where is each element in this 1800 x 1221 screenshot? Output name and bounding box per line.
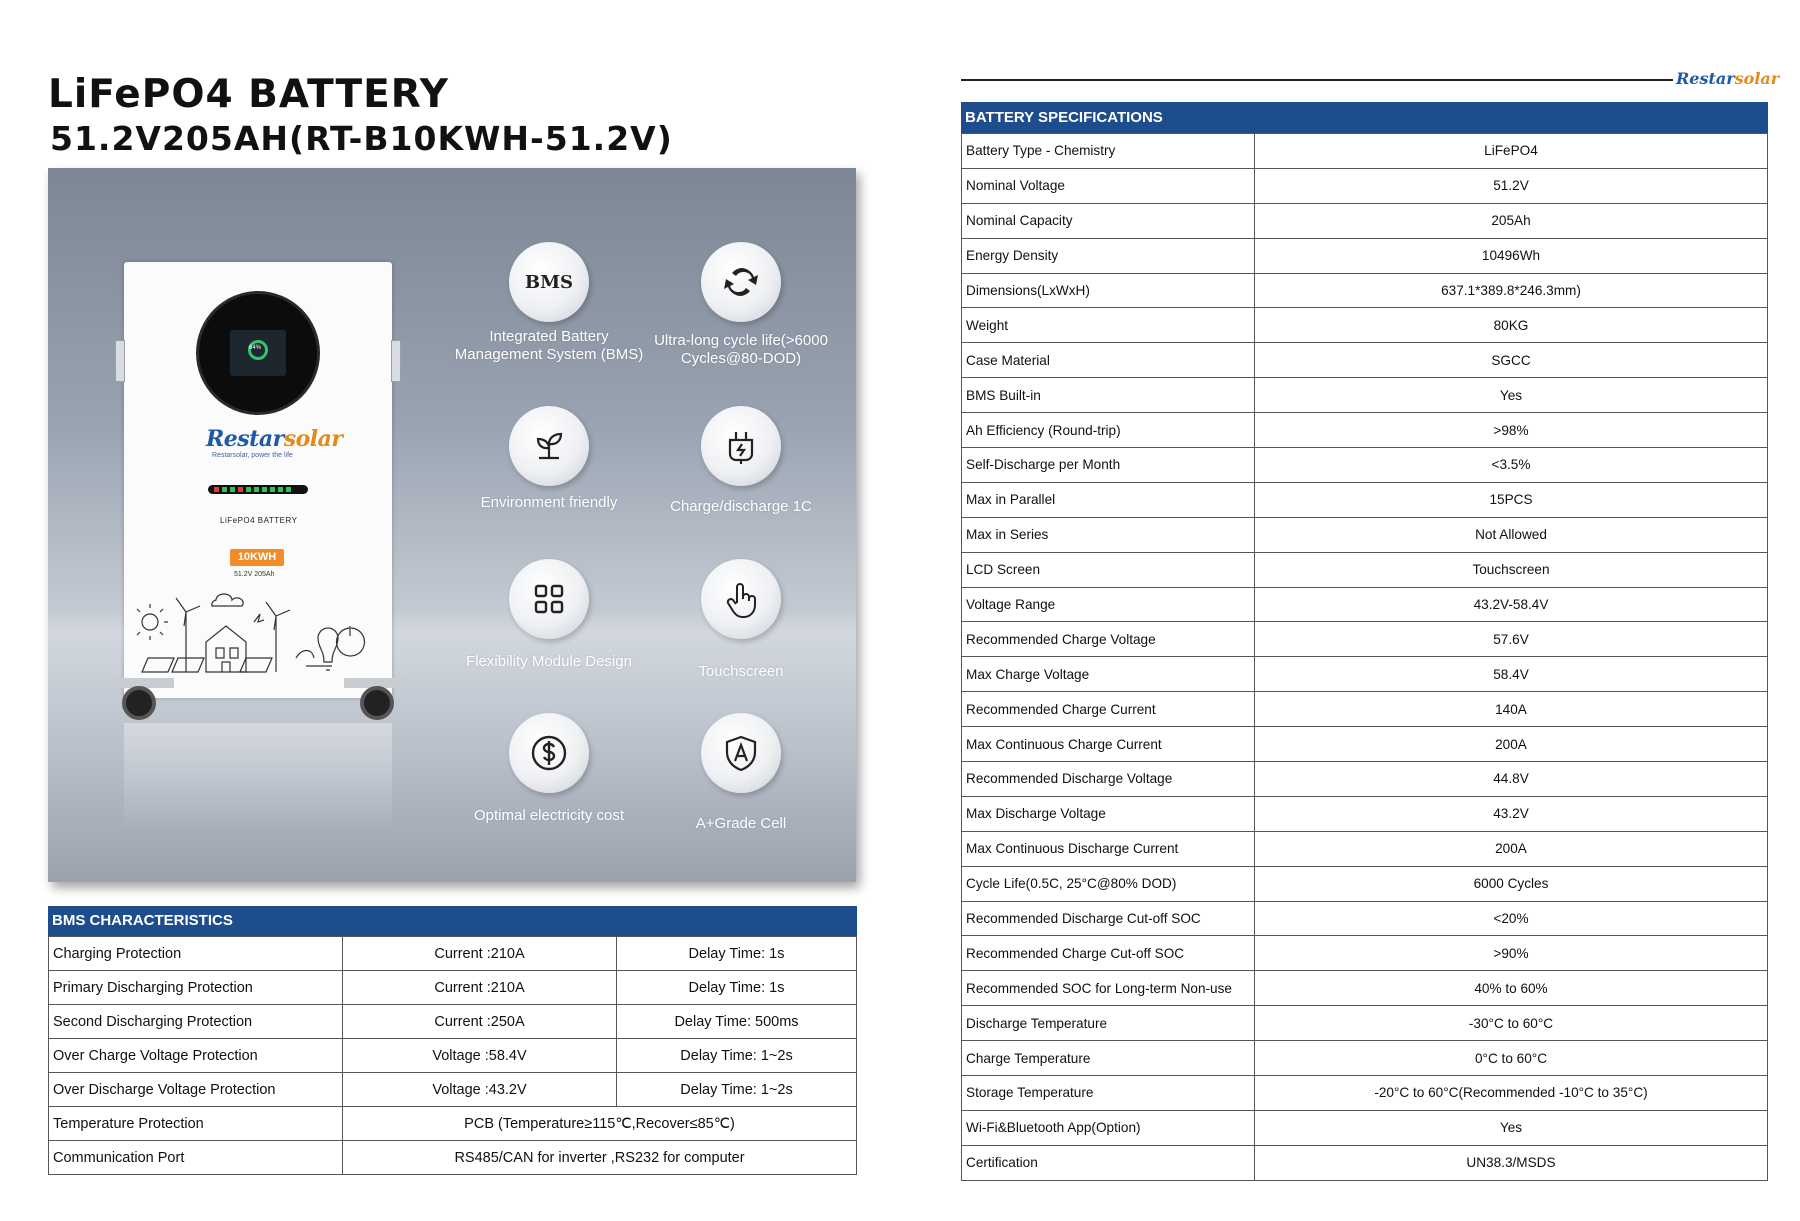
spec-value: Yes xyxy=(1255,378,1768,413)
product-showcase-panel xyxy=(48,168,856,882)
spec-value: UN38.3/MSDS xyxy=(1255,1145,1768,1180)
page-title: LiFePO4 BATTERY xyxy=(48,72,449,117)
spec-name: Certification xyxy=(962,1145,1255,1180)
leaf-icon xyxy=(509,406,589,486)
table-row xyxy=(962,134,1768,169)
spec-name: Recommended Charge Cut-off SOC xyxy=(962,936,1255,971)
spec-name: Nominal Voltage xyxy=(962,168,1255,203)
spec-name: LCD Screen xyxy=(962,552,1255,587)
grid-icon xyxy=(509,559,589,639)
cycle-icon xyxy=(701,242,781,322)
bms-table-heading: BMS CHARACTERISTICS xyxy=(48,906,857,936)
table-row: Primary Discharging Protection Current :210A Delay Time: 1s xyxy=(49,971,857,1005)
spec-value: >98% xyxy=(1255,413,1768,448)
table-row: Charging Protection Current :210A Delay Time: 1s xyxy=(49,937,857,971)
dollar-icon xyxy=(509,713,589,793)
battery-type-label: LiFePO4 BATTERY xyxy=(220,516,298,525)
table-row xyxy=(962,936,1768,971)
spec-value: 80KG xyxy=(1255,308,1768,343)
table-row xyxy=(962,168,1768,203)
renewable-energy-illustration-icon xyxy=(136,592,376,678)
spec-value: 43.2V-58.4V xyxy=(1255,587,1768,622)
spec-value: 44.8V xyxy=(1255,762,1768,797)
table-row xyxy=(962,657,1768,692)
table-row xyxy=(962,866,1768,901)
spec-value: 58.4V xyxy=(1255,657,1768,692)
table-row xyxy=(962,343,1768,378)
feature-cell-grade: A+Grade Cell xyxy=(645,713,837,833)
spec-value: 200A xyxy=(1255,831,1768,866)
spec-name: Recommended Charge Voltage xyxy=(962,622,1255,657)
spec-name: Nominal Capacity xyxy=(962,203,1255,238)
table-row xyxy=(962,273,1768,308)
spec-name: Discharge Temperature xyxy=(962,1006,1255,1041)
bms-icon: BMS xyxy=(509,242,589,322)
spec-name: Max Continuous Discharge Current xyxy=(962,831,1255,866)
spec-value: <3.5% xyxy=(1255,448,1768,483)
spec-value: 0°C to 60°C xyxy=(1255,1041,1768,1076)
spec-name: Battery Type - Chemistry xyxy=(962,134,1255,169)
table-row xyxy=(962,552,1768,587)
spec-name: Recommended SOC for Long-term Non-use xyxy=(962,971,1255,1006)
right-handle xyxy=(391,340,401,382)
spec-name: Recommended Discharge Cut-off SOC xyxy=(962,901,1255,936)
table-row xyxy=(962,448,1768,483)
battery-display xyxy=(199,294,317,412)
capacity-badge: 10KWH xyxy=(230,549,284,566)
spec-name: Max in Series xyxy=(962,517,1255,552)
spec-value: -20°C to 60°C(Recommended -10°C to 35°C) xyxy=(1255,1076,1768,1111)
spec-name: Charge Temperature xyxy=(962,1041,1255,1076)
spec-value: -30°C to 60°C xyxy=(1255,1006,1768,1041)
table-row: Over Discharge Voltage Protection Voltage :43.2V Delay Time: 1~2s xyxy=(49,1073,857,1107)
table-row xyxy=(962,517,1768,552)
table-row: Over Charge Voltage Protection Voltage :58.4V Delay Time: 1~2s xyxy=(49,1039,857,1073)
floor-reflection xyxy=(124,723,392,833)
capacity-spec: 51.2V 205Ah xyxy=(234,571,275,578)
table-row xyxy=(962,762,1768,797)
table-row xyxy=(962,203,1768,238)
spec-name: BMS Built-in xyxy=(962,378,1255,413)
feature-touchscreen: Touchscreen xyxy=(645,559,837,681)
spec-value: >90% xyxy=(1255,936,1768,971)
table-row xyxy=(962,308,1768,343)
table-row xyxy=(962,727,1768,762)
table-row xyxy=(962,482,1768,517)
table-row xyxy=(962,971,1768,1006)
brand-logo: Restarsolar xyxy=(206,426,343,452)
spec-value: 6000 Cycles xyxy=(1255,866,1768,901)
feature-bms: BMS Integrated Battery Management System (BMS) xyxy=(453,242,645,364)
spec-name: Max Discharge Voltage xyxy=(962,796,1255,831)
spec-value: 205Ah xyxy=(1255,203,1768,238)
spec-name: Ah Efficiency (Round-trip) xyxy=(962,413,1255,448)
spec-name: Weight xyxy=(962,308,1255,343)
spec-table-heading: BATTERY SPECIFICATIONS xyxy=(961,102,1768,133)
spec-name: Dimensions(LxWxH) xyxy=(962,273,1255,308)
feature-electricity-cost: Optimal electricity cost xyxy=(453,713,645,825)
spec-name: Max Charge Voltage xyxy=(962,657,1255,692)
spec-name: Max Continuous Charge Current xyxy=(962,727,1255,762)
feature-cycle-life: Ultra-long cycle life(>6000 Cycles@80-DOD) xyxy=(645,242,837,368)
brand-tagline: Restarsolar, power the life xyxy=(212,452,293,459)
spec-value: LiFePO4 xyxy=(1255,134,1768,169)
battery-product-image xyxy=(124,262,392,698)
table-row xyxy=(962,587,1768,622)
model-subtitle: 51.2V205AH(RT-B10KWH-51.2V) xyxy=(50,119,673,158)
shield-a-icon xyxy=(701,713,781,793)
header-rule xyxy=(961,79,1673,81)
level-indicator xyxy=(208,485,308,494)
spec-name: Cycle Life(0.5C, 25°C@80% DOD) xyxy=(962,866,1255,901)
table-row xyxy=(962,692,1768,727)
table-row xyxy=(962,831,1768,866)
spec-value: 637.1*389.8*246.3mm) xyxy=(1255,273,1768,308)
table-row xyxy=(962,1006,1768,1041)
feature-environment: Environment friendly xyxy=(453,406,645,512)
spec-value: Not Allowed xyxy=(1255,517,1768,552)
spec-value: Touchscreen xyxy=(1255,552,1768,587)
soc-value: 64% xyxy=(249,345,262,351)
table-row xyxy=(962,413,1768,448)
feature-modular-design: Flexibility Module Design xyxy=(453,559,645,671)
spec-value: SGCC xyxy=(1255,343,1768,378)
table-row xyxy=(962,796,1768,831)
spec-value: Yes xyxy=(1255,1110,1768,1145)
touch-icon xyxy=(701,559,781,639)
battery-specifications-table xyxy=(961,102,1768,1181)
table-row: Communication Port RS485/CAN for inverter ,RS232 for computer xyxy=(49,1141,857,1175)
brand-logo-small: Restarsolar xyxy=(1676,69,1780,88)
spec-name: Voltage Range xyxy=(962,587,1255,622)
spec-value: 200A xyxy=(1255,727,1768,762)
spec-name: Max in Parallel xyxy=(962,482,1255,517)
spec-name: Storage Temperature xyxy=(962,1076,1255,1111)
spec-name: Self-Discharge per Month xyxy=(962,448,1255,483)
left-handle xyxy=(115,340,125,382)
table-row xyxy=(962,1110,1768,1145)
spec-name: Energy Density xyxy=(962,238,1255,273)
charge-icon xyxy=(701,406,781,486)
spec-name: Wi-Fi&Bluetooth App(Option) xyxy=(962,1110,1255,1145)
feature-charge-rate: Charge/discharge 1C xyxy=(645,406,837,516)
table-row xyxy=(962,1076,1768,1111)
table-row: Second Discharging Protection Current :250A Delay Time: 500ms xyxy=(49,1005,857,1039)
table-row xyxy=(962,1145,1768,1180)
spec-value: 15PCS xyxy=(1255,482,1768,517)
spec-value: <20% xyxy=(1255,901,1768,936)
spec-name: Case Material xyxy=(962,343,1255,378)
right-wheel xyxy=(360,686,394,720)
spec-value: 40% to 60% xyxy=(1255,971,1768,1006)
table-row xyxy=(962,1041,1768,1076)
spec-name: Recommended Discharge Voltage xyxy=(962,762,1255,797)
table-row xyxy=(962,622,1768,657)
spec-name: Recommended Charge Current xyxy=(962,692,1255,727)
display-screen xyxy=(230,330,286,376)
spec-value: 57.6V xyxy=(1255,622,1768,657)
spec-value: 10496Wh xyxy=(1255,238,1768,273)
table-row: Temperature Protection PCB (Temperature≥115℃,Recover≤85℃) xyxy=(49,1107,857,1141)
left-wheel xyxy=(122,686,156,720)
table-row xyxy=(962,238,1768,273)
table-row xyxy=(962,901,1768,936)
table-row xyxy=(962,378,1768,413)
bms-characteristics-table xyxy=(48,906,857,1175)
spec-value: 51.2V xyxy=(1255,168,1768,203)
spec-value: 43.2V xyxy=(1255,796,1768,831)
spec-value: 140A xyxy=(1255,692,1768,727)
